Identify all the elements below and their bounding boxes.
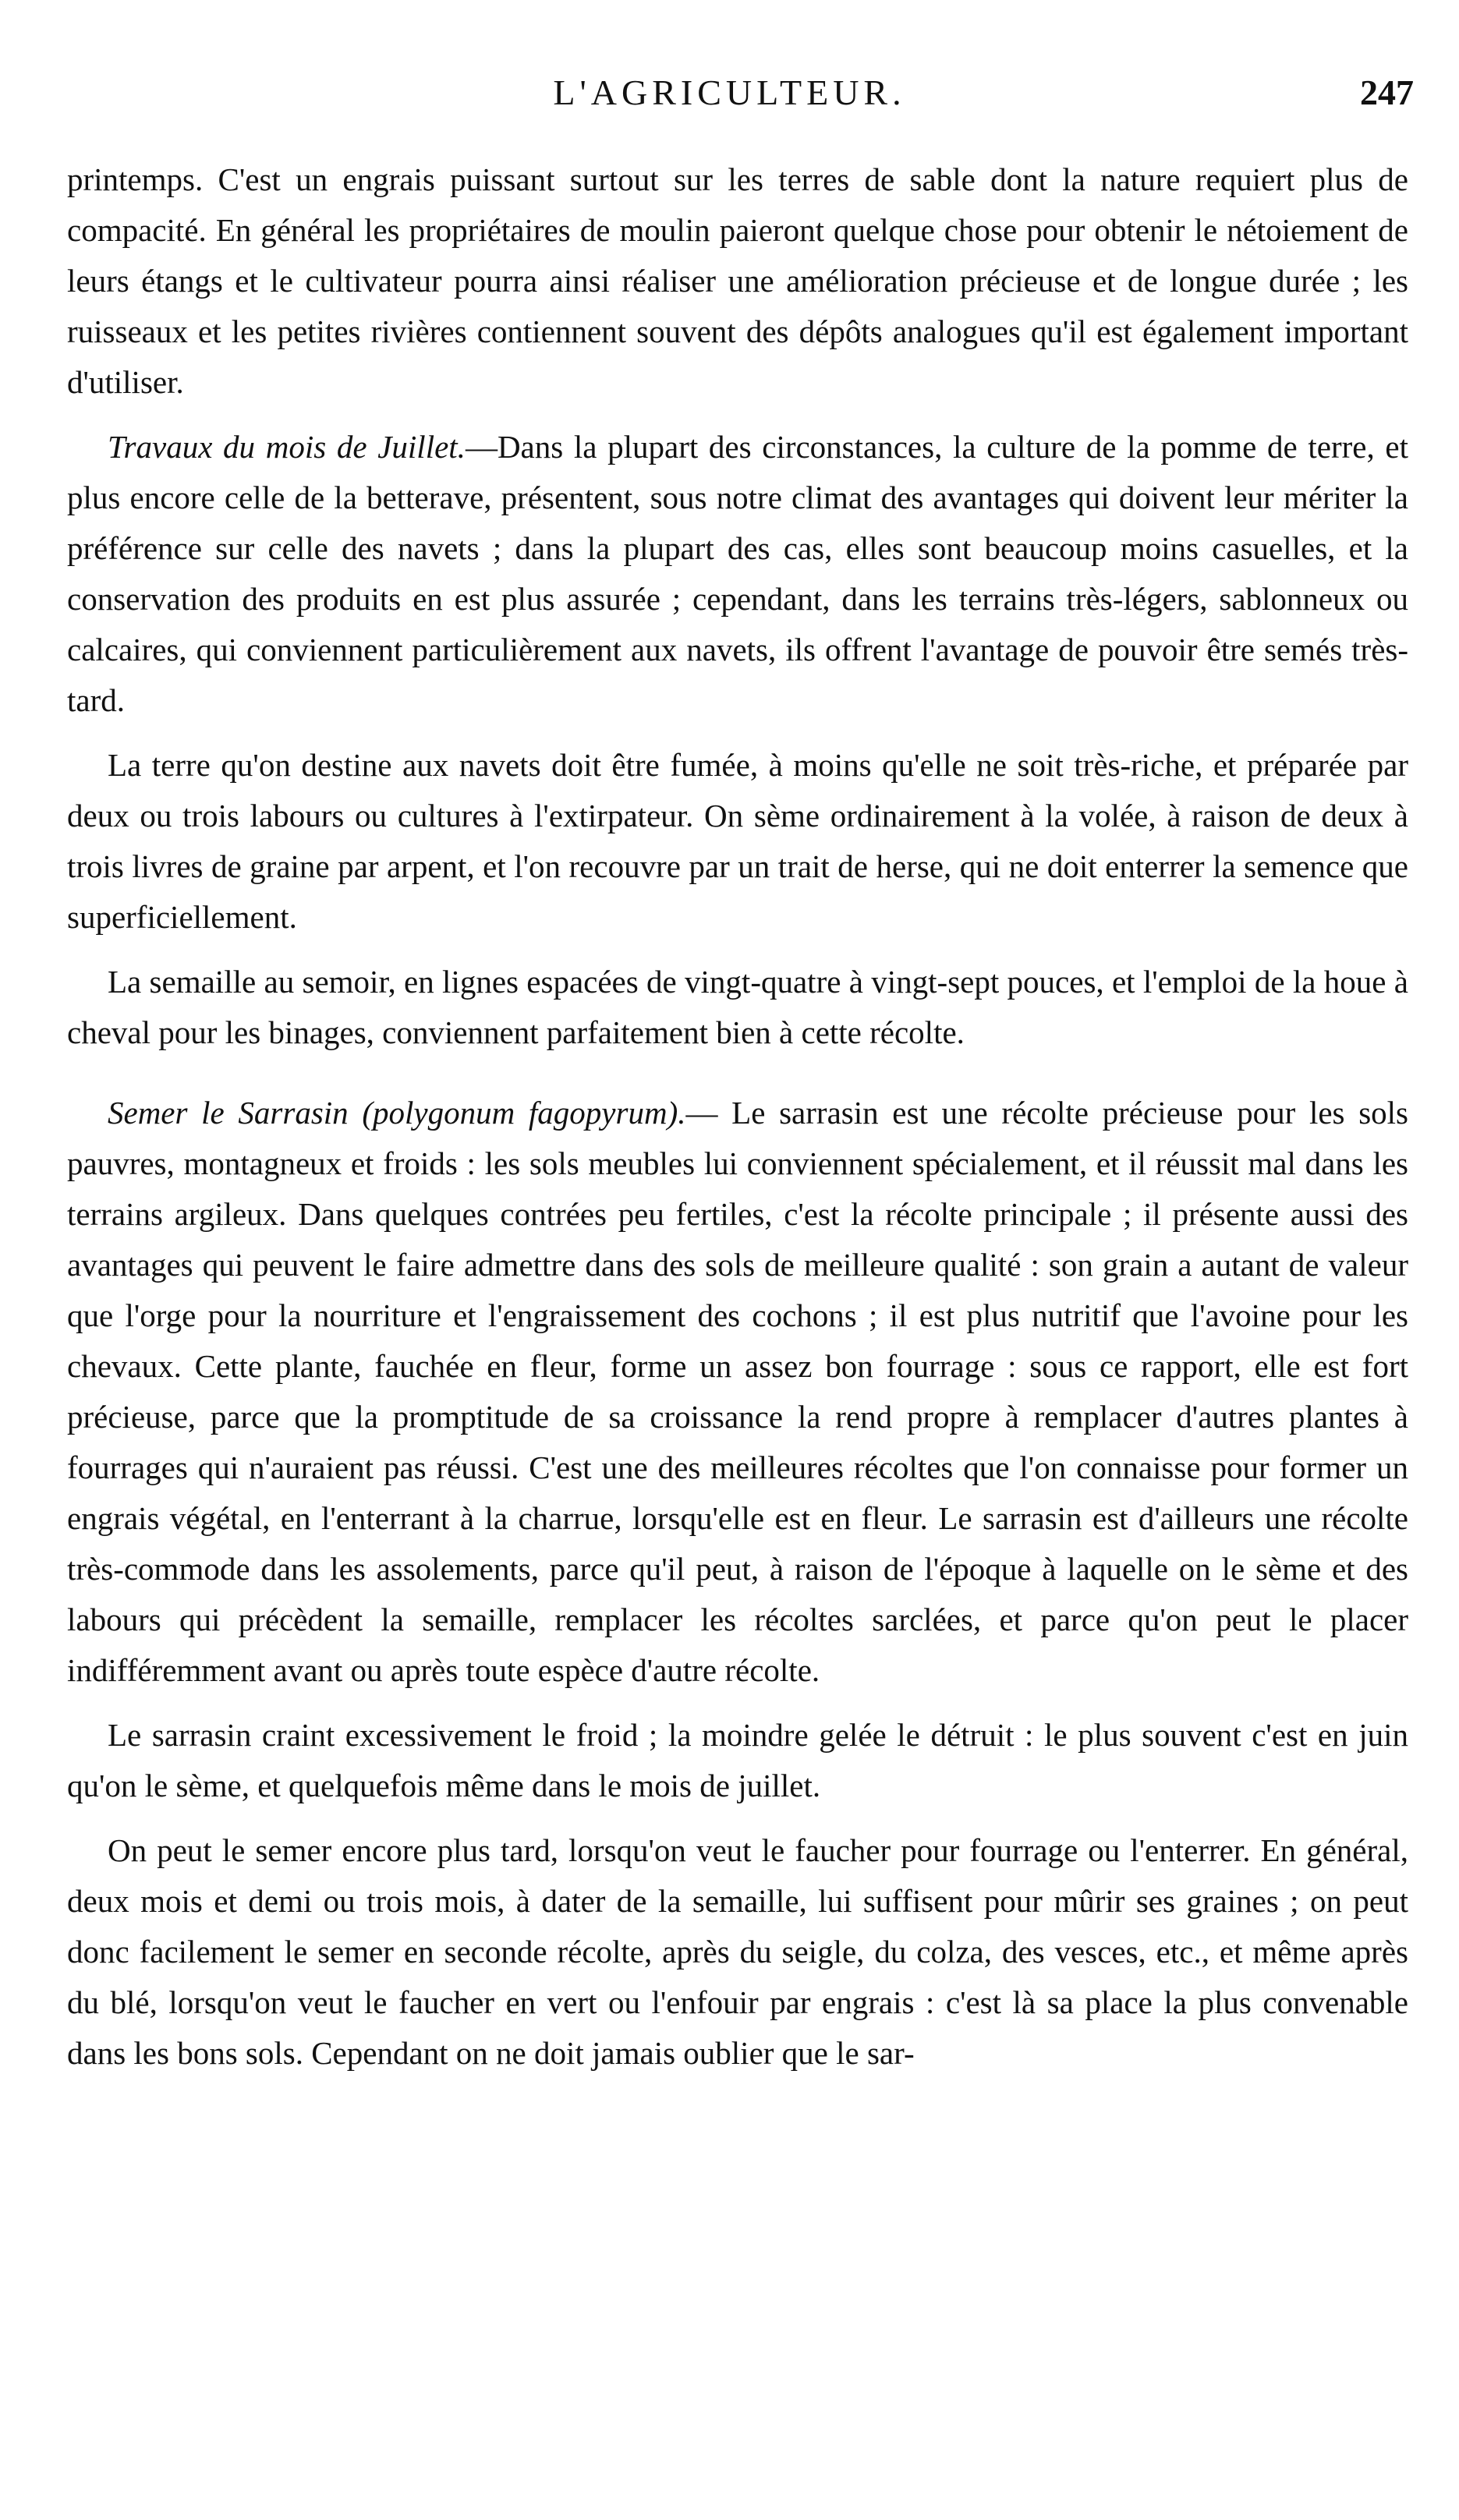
paragraph-5 bbox=[67, 1088, 1408, 1696]
paragraph-4 bbox=[67, 957, 1408, 1058]
running-title: L'AGRICULTEUR. bbox=[553, 73, 906, 112]
paragraph-3 bbox=[67, 740, 1408, 943]
paragraph-7 bbox=[67, 1825, 1408, 2079]
paragraph-2 bbox=[67, 422, 1408, 726]
paragraph-1 bbox=[67, 154, 1408, 408]
paragraph-5-text: — Le sarrasin est une récolte précieuse pour les sols pauvres, montagneux et froids : les sols meubles lui conviennent spécialement, et il réussit mal dans les terrains argileux. Dans quelques contrées peu fertiles, c'est la récolte principale ; il présente aussi des avantages qui peuvent le faire admettre dans des sols de meilleure qualité : son grain a autant de valeur que l'orge pour la nourriture et l'engraissement des cochons ; il est plus nutritif que l'avoine pour les chevaux. Cette plante, fauchée en fleur, forme un assez bon fourrage : sous ce rapport, elle est fort précieuse, parce que la promptitude de sa croissance la rend propre à remplacer d'autres plantes à fourrages qui n'auraient pas réussi. C'est une des meilleures récoltes que l'on connaisse pour former un engrais végétal, en l'enterrant à la charrue, lorsqu'elle est en fleur. Le sarrasin est d'ailleurs une récolte très-commode dans les assolements, parce qu'il peut, à raison de l'époque à laquelle on le sème et des labours qui précèdent la semaille, remplacer les récoltes sarclées, et parce qu'on peut le placer indifféremment avant ou après toute espèce d'autre récolte. bbox=[67, 1095, 1409, 1688]
section-heading-sarrasin: Semer le Sarrasin (polygonum fagopyrum). bbox=[108, 1095, 686, 1131]
page-number: 247 bbox=[1360, 73, 1414, 112]
paragraph-2-text: —Dans la plupart des circonstances, la culture de la pomme de terre, et plus encore celle de la betterave, présentent, sous notre climat des avantages qui doivent leur mériter la préférence sur celle des navets ; dans la plupart des cas, elles sont beaucoup moins casuelles, et la conservation des produits en est plus assurée ; cependant, dans les terrains très-légers, sablonneux ou calcaires, qui conviennent particulièrement aux navets, ils offrent l'avantage de pouvoir être semés très-tard. bbox=[67, 429, 1408, 718]
section-heading-juillet: Travaux du mois de Juillet. bbox=[108, 429, 466, 465]
body-text bbox=[67, 154, 1408, 2079]
paragraph-7-text: On peut le semer encore plus tard, lorsqu'on veut le faucher pour fourrage ou l'enterrer. En général, deux mois et demi ou trois mois, à dater de la semaille, lui suffisent pour mûrir ses graines ; on peut donc facilement le semer en seconde récolte, après du seigle, du colza, des vesces, etc., et même après du blé, lorsqu'on veut le faucher en vert ou l'enfouir par engrais : c'est là sa place la plus convenable dans les bons sols. Cependant on ne doit jamais oublier que le sar- bbox=[67, 1832, 1408, 2071]
paragraph-4-text: La semaille au semoir, en lignes espacées de vingt-quatre à vingt-sept pouces, et l'emploi de la houe à cheval pour les binages, conviennent parfaitement bien à cette récolte. bbox=[67, 964, 1408, 1050]
running-head bbox=[0, 72, 1459, 126]
paragraph-6-text: Le sarrasin craint excessivement le froid ; la moindre gelée le détruit : le plus souvent c'est en juin qu'on le sème, et quelquefois même dans le mois de juillet. bbox=[67, 1717, 1408, 1803]
paragraph-3-text: La terre qu'on destine aux navets doit être fumée, à moins qu'elle ne soit très-riche, et préparée par deux ou trois labours ou cultures à l'extirpateur. On sème ordinairement à la volée, à raison de deux à trois livres de graine par arpent, et l'on recouvre par un trait de herse, qui ne doit enterrer la semence que superficiellement. bbox=[67, 747, 1408, 935]
paragraph-6 bbox=[67, 1710, 1408, 1811]
paragraph-1-text: printemps. C'est un engrais puissant surtout sur les terres de sable dont la nature requiert plus de compacité. En général les propriétaires de moulin paieront quelque chose pour obtenir le nétoiement de leurs étangs et le cultivateur pourra ainsi réaliser une amélioration précieuse et de longue durée ; les ruisseaux et les petites rivières contiennent souvent des dépôts analogues qu'il est également important d'utiliser. bbox=[67, 161, 1408, 400]
